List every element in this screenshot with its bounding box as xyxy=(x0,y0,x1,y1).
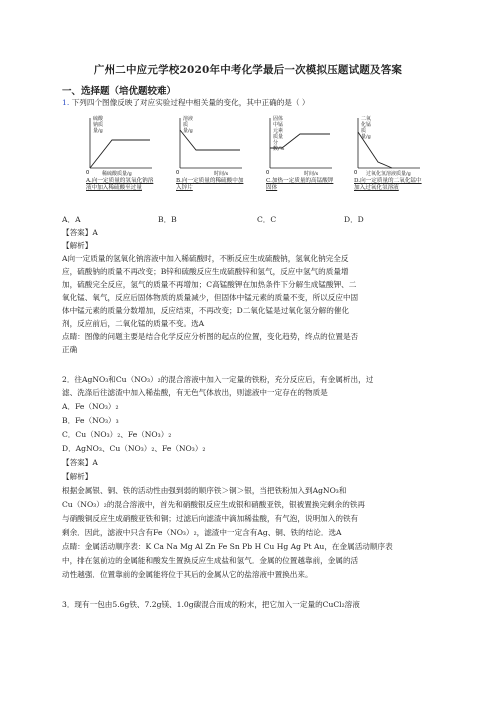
svg-text:0: 0 xyxy=(176,170,180,176)
q2-option-a[interactable]: A．Fe（NO₃）₂ xyxy=(62,402,119,411)
graph-c-ylabel: 固体中锰元素质量分数/% xyxy=(273,116,285,152)
graph-a-xlabel: 稀硫酸质量/g xyxy=(102,171,132,177)
graph-b-ylabel: 溶液质量/g xyxy=(183,116,194,134)
q1-point-line: 正确 xyxy=(62,345,78,354)
graph-d-plot xyxy=(348,112,424,178)
q1-analysis-line: A向一定质量的氢氧化钠溶液中加入稀硫酸时，不断反应生成硫酸钠，氢氧化钠完全反 xyxy=(62,254,349,263)
q1-option-d[interactable]: D．D xyxy=(344,215,364,224)
graph-c-caption: C.加热一定质量的高锰酸钾固体 xyxy=(266,178,334,192)
q2-point-line: 动性越强．位置靠前的金属能将位于其后的金属从它的盐溶液中置换出来。 xyxy=(62,570,313,579)
q2-analysis-title: 【解析】 xyxy=(62,472,93,481)
graph-b xyxy=(170,112,246,208)
q1-analysis-line: 剂，反应前后，二氧化锰的质量不变。选A xyxy=(62,319,205,328)
q2-analysis-line: 剩余．因此，滤液中只含有Fe（NO₃）₂，滤渣中一定含有Ag、铜、铁的结论．选A xyxy=(62,528,342,537)
q1-option-b[interactable]: B．B xyxy=(158,215,177,224)
q1-analysis-line: 加，硫酸完全反应，氢气的质量不再增加；C高锰酸钾在加热条件下分解生成锰酸钾、二 xyxy=(62,280,357,289)
graph-d xyxy=(348,112,424,208)
q1-analysis-line: 氧化锰、氧气，反应后固体物质的质量减少，但固体中锰元素的质量不变，所以反应中固 xyxy=(62,293,359,302)
graph-b-caption: B.向一定质量的稀硫酸中加入锌片 xyxy=(176,178,244,192)
q1-analysis-line: 应，硫酸钠的质量不再改变；B锌和硫酸反应生成硫酸锌和氢气，反应中氢气的质量增 xyxy=(62,267,349,276)
q2-stem-line: 滤、洗涤后往滤渣中加入稀盐酸，有无色气体放出，则滤液中一定存在的物质是 xyxy=(62,388,328,397)
graph-b-plot xyxy=(170,112,246,178)
q2-option-d[interactable]: D．AgNO₃、Cu（NO₃）₂、Fe（NO₃）₂ xyxy=(62,444,206,453)
q1-option-a[interactable]: A．A xyxy=(62,215,81,224)
q1-graphs xyxy=(80,112,440,212)
q1-analysis-title: 【解析】 xyxy=(62,241,93,250)
q1-number: 1. xyxy=(62,98,70,107)
svg-text:0: 0 xyxy=(266,170,270,176)
q2-point-line: 点睛：金属活动顺序表：K Ca Na Mg Al Zn Fe Sn Pb H Cu Hg Ag Pt Au，在金属活动顺序表 xyxy=(62,542,393,551)
graph-c xyxy=(260,112,336,208)
q1-answer: 【答案】A xyxy=(62,228,98,237)
graph-a xyxy=(80,112,156,208)
graph-c-xlabel: 时间/s xyxy=(304,171,319,177)
q1-point-line: 点睛：图像的问题主要是结合化学反应分析图的起点的位置，变化趋势，终点的位置是否 xyxy=(62,332,359,341)
graph-a-plot xyxy=(80,112,156,178)
graph-d-xlabel: 过氧化氢溶液质量/g xyxy=(366,171,411,177)
q1-analysis-line: 体中锰元素的质量分数增加，反应结束，不再改变；D二氧化锰是过氧化氢分解的催化 xyxy=(62,306,350,315)
q2-analysis-line: Cu（NO₃）₂的混合溶液中，首先和硝酸银反应生成银和硝酸亚铁，银被置换完剩余的铁再 xyxy=(62,500,366,509)
q1-stem xyxy=(62,97,440,108)
q2-option-c[interactable]: C．Cu（NO₃）₂、Fe（NO₃）₂ xyxy=(62,430,172,439)
q1-stem-text: 下列四个图像反映了对应实验过程中相关量的变化，其中正确的是（ ） xyxy=(71,98,310,107)
q2-point-line: 中，排在氢前边的金属能和酸发生置换反应生成盐和氢气．金属的位置越靠前，金属的活 xyxy=(62,556,359,565)
svg-text:0: 0 xyxy=(354,170,358,176)
graph-d-caption: D.向一定质量的二氧化锰中加入过氧化氢溶液 xyxy=(354,178,422,192)
q1-option-c[interactable]: C．C xyxy=(257,215,277,224)
graph-d-ylabel: 二氧化锰质量/g xyxy=(361,116,372,140)
q2-answer: 【答案】A xyxy=(62,458,98,467)
svg-text:0: 0 xyxy=(86,170,90,176)
graph-a-ylabel: 硫酸钠质量/g xyxy=(93,116,104,134)
graph-b-xlabel: 时间/s xyxy=(214,171,229,177)
q3-stem-line: 3．现有一包由5.6g铁、7.2g镁、1.0g碳混合而成的粉末，把它加入一定量的CuCl₂溶液 xyxy=(62,600,360,609)
q2-analysis-line: 根据金属银、铜、铁的活动性由强到弱的顺序铁＞铜＞银，当把铁粉加入到AgNO₃和 xyxy=(62,486,347,495)
graph-a-caption: A.向一定质量的氢氧化钠溶液中加入稀硫酸至过量 xyxy=(86,178,154,192)
q2-option-b[interactable]: B．Fe（NO₃）₃ xyxy=(62,416,119,425)
graph-c-plot xyxy=(260,112,336,178)
document-title: 广州二中应元学校2020年中考化学最后一次模拟压题试题及答案 xyxy=(93,64,403,76)
section-heading: 一、选择题（培优题较难） xyxy=(62,86,177,97)
q2-stem-line: 2．往AgNO₃和Cu（NO₃）₂的混合溶液中加入一定量的铁粉，充分反应后，有金属析出，过 xyxy=(62,375,374,384)
q2-analysis-line: 与硝酸铜反应生成硝酸亚铁和铜；过滤后向滤渣中滴加稀盐酸，有气泡，说明加入的铁有 xyxy=(62,514,359,523)
